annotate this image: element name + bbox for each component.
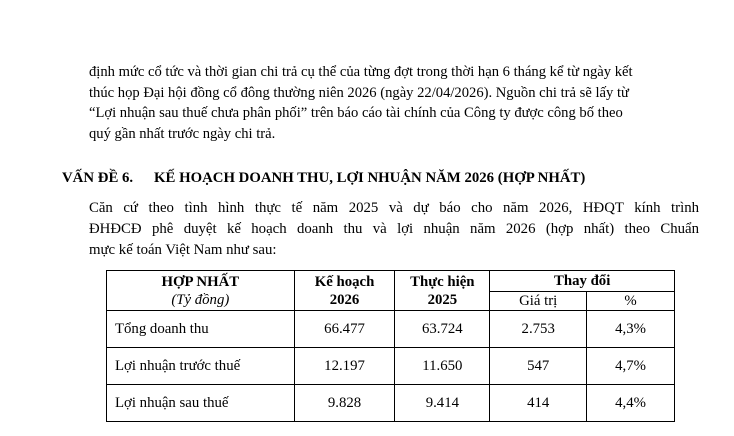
- row-plan: 66.477: [294, 311, 395, 348]
- intro-line: quý gần nhất trước ngày chi trả.: [89, 125, 276, 142]
- header-consolidated-title: HỢP NHẤT: [161, 273, 240, 290]
- header-plan-label: Kế hoạch: [314, 273, 375, 290]
- intro-line: “Lợi nhuận sau thuế chưa phân phối” trên báo cáo tài chính của Công ty được công bố theo: [89, 105, 623, 121]
- table-row: [107, 311, 675, 348]
- row-label: Lợi nhuận sau thuế: [107, 385, 295, 422]
- header-unit: (Tỷ đồng): [171, 291, 230, 308]
- header-plan: [294, 271, 395, 311]
- row-actual: 63.724: [395, 311, 490, 348]
- header-plan-year: 2026: [329, 291, 360, 308]
- intro-line: định mức cổ tức và thời gian chi trả cụ thể của từng đợt trong thời hạn 6 tháng kể từ ngày kết: [89, 64, 633, 80]
- header-change-percent: %: [587, 292, 675, 311]
- section-heading: [62, 170, 585, 187]
- table-row: [107, 348, 675, 385]
- table-row: [107, 385, 675, 422]
- section-line: ĐHĐCĐ phê duyệt kế hoạch doanh thu và lợi nhuận năm 2026 (hợp nhất) theo Chuẩn: [89, 221, 699, 237]
- header-actual-year: 2025: [427, 291, 458, 308]
- row-change-percent: 4,7%: [587, 348, 675, 385]
- row-label: Lợi nhuận trước thuế: [107, 348, 295, 385]
- row-plan: 9.828: [294, 385, 395, 422]
- header-change: Thay đổi: [490, 271, 675, 292]
- section-line: Căn cứ theo tình hình thực tế năm 2025 và dự báo cho năm 2026, HĐQT kính trình: [89, 200, 699, 216]
- row-label: Tổng doanh thu: [107, 311, 295, 348]
- header-change-value: Giá trị: [490, 292, 587, 311]
- section-line: mực kế toán Việt Nam như sau:: [89, 242, 277, 258]
- row-change-percent: 4,3%: [587, 311, 675, 348]
- row-change-percent: 4,4%: [587, 385, 675, 422]
- row-change-value: 414: [490, 385, 587, 422]
- header-actual: [395, 271, 490, 311]
- row-change-value: 547: [490, 348, 587, 385]
- section-paragraph: [89, 198, 699, 261]
- header-actual-label: Thực hiện: [410, 273, 475, 290]
- row-change-value: 2.753: [490, 311, 587, 348]
- section-title: KẾ HOẠCH DOANH THU, LỢI NHUẬN NĂM 2026 (HỢP NHẤT): [154, 170, 586, 186]
- intro-paragraph: [89, 62, 699, 144]
- plan-table: [106, 270, 675, 422]
- table-header-row: [107, 271, 675, 292]
- row-actual: 11.650: [395, 348, 490, 385]
- row-actual: 9.414: [395, 385, 490, 422]
- section-number: VẤN ĐỀ 6.: [62, 170, 134, 186]
- header-consolidated: [107, 271, 295, 311]
- intro-line: thúc họp Đại hội đồng cổ đông thường niên 2026 (ngày 22/04/2026). Nguồn chi trả sẽ lấy từ: [89, 84, 629, 101]
- row-plan: 12.197: [294, 348, 395, 385]
